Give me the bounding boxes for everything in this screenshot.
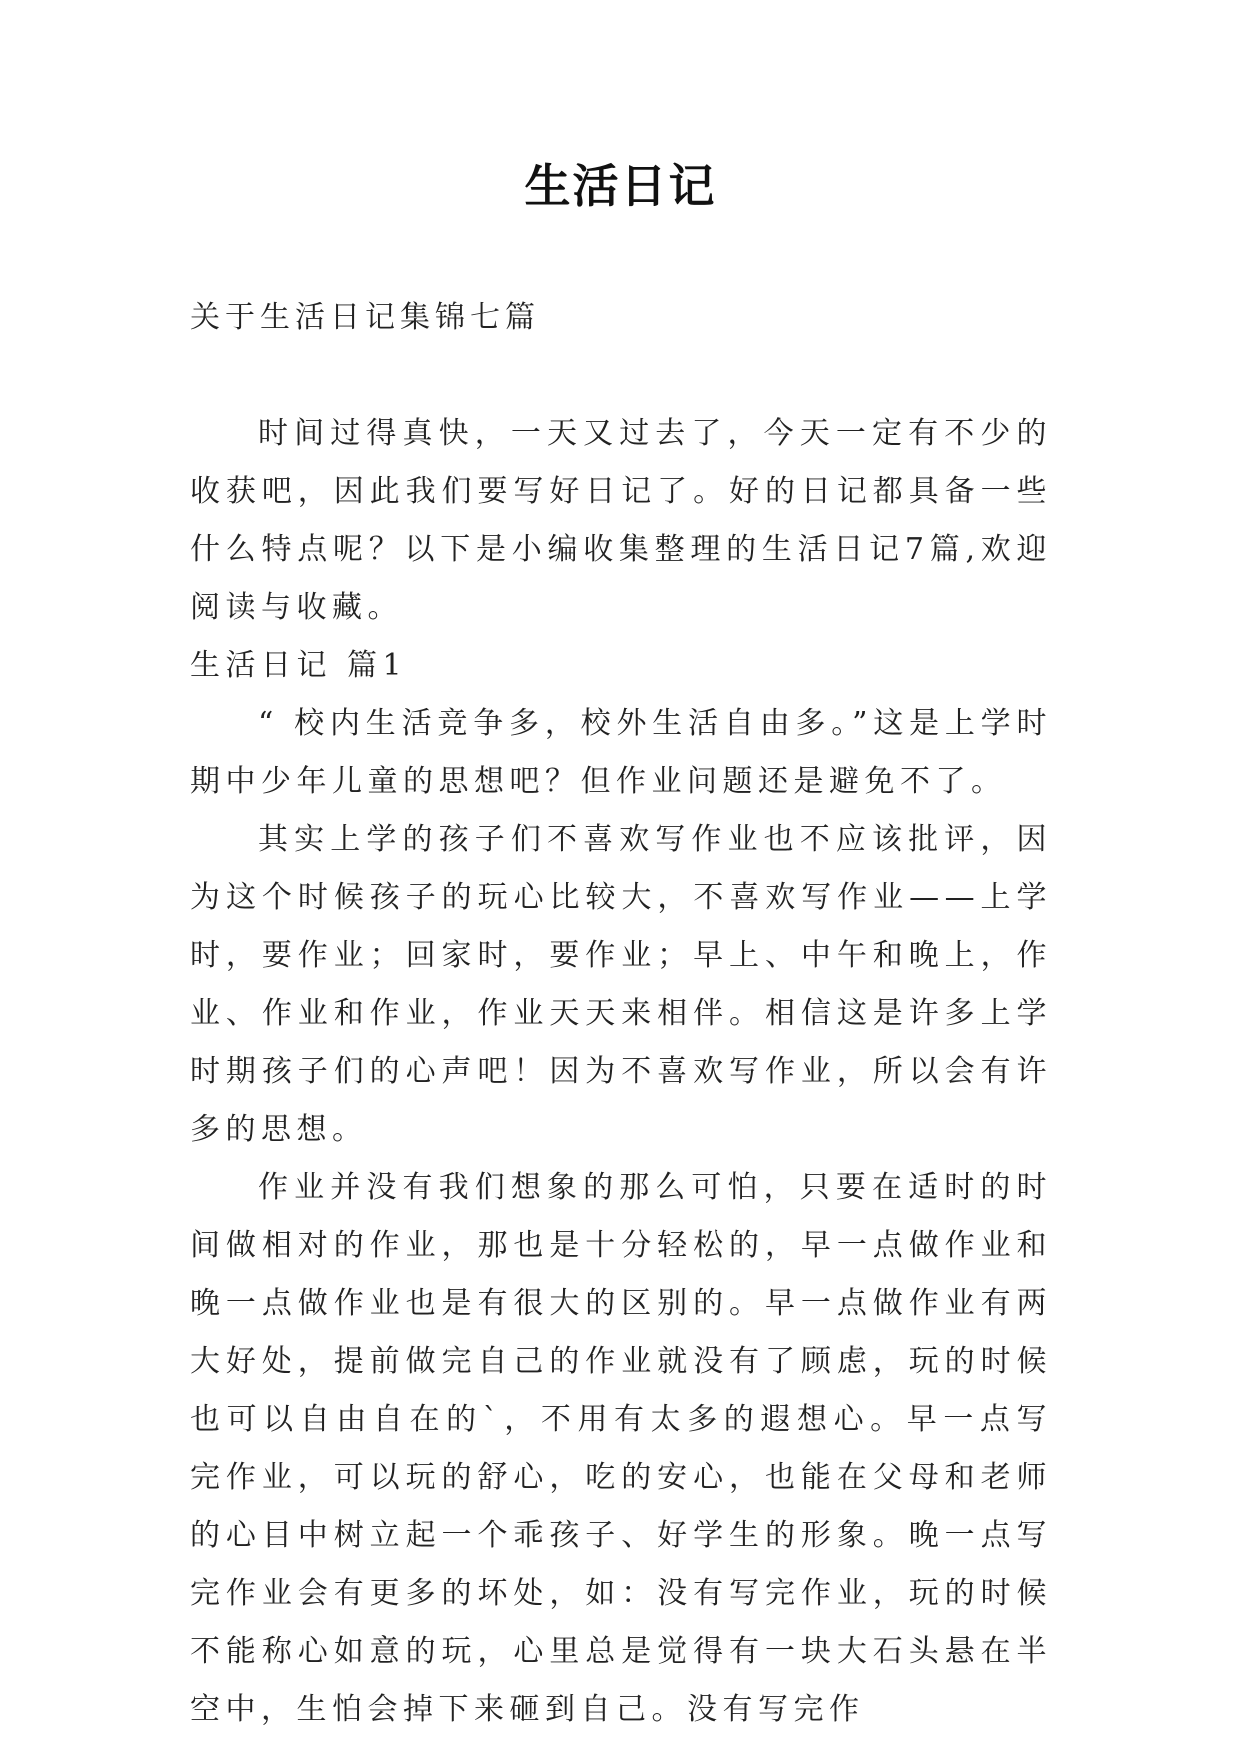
document-title: 生活日记: [524, 159, 717, 213]
paragraph: 作业并没有我们想象的那么可怕，只要在适时的时间做相对的作业，那也是十分轻松的，早一点做作业和晚一点做作业也是有很大的区别的。早一点做作业有两大好处，提前做完自己的作业就没有了顾虑，玩的时候也可以自由自在的`，不用有太多的遐想心。早一点写完作业，可以玩的舒心，吃的安心，也能在父母和老师的心目中树立起一个乖孩子、好学生的形象。晚一点写完作业会有更多的坏处，如：没有写完作业，玩的时候不能称心如意的玩，心里总是觉得有一块大石头悬在半空中，生怕会掉下来砸到自己。没有写完作: [190, 1170, 1052, 1727]
paragraph: “ 校内生活竞争多，校外生活自由多。”这是上学时期中少年儿童的思想吧？但作业问题还是避免不了。: [190, 706, 1052, 799]
paragraph: 其实上学的孩子们不喜欢写作业也不应该批评，因为这个时候孩子的玩心比较大，不喜欢写作业——上学时，要作业；回家时，要作业；早上、中午和晚上，作业、作业和作业，作业天天来相伴。相信这是许多上学时期孩子们的心声吧！因为不喜欢写作业，所以会有许多的思想。: [190, 822, 1052, 1147]
section-heading: 生活日记 篇1: [190, 648, 408, 683]
document-body: [190, 405, 1052, 1739]
paragraph-intro: 时间过得真快，一天又过去了，今天一定有不少的收获吧，因此我们要写好日记了。好的日记都具备一些什么特点呢？以下是小编收集整理的生活日记7篇,欢迎阅读与收藏。: [190, 416, 1052, 625]
document-subtitle: 关于生活日记集锦七篇: [190, 300, 540, 335]
